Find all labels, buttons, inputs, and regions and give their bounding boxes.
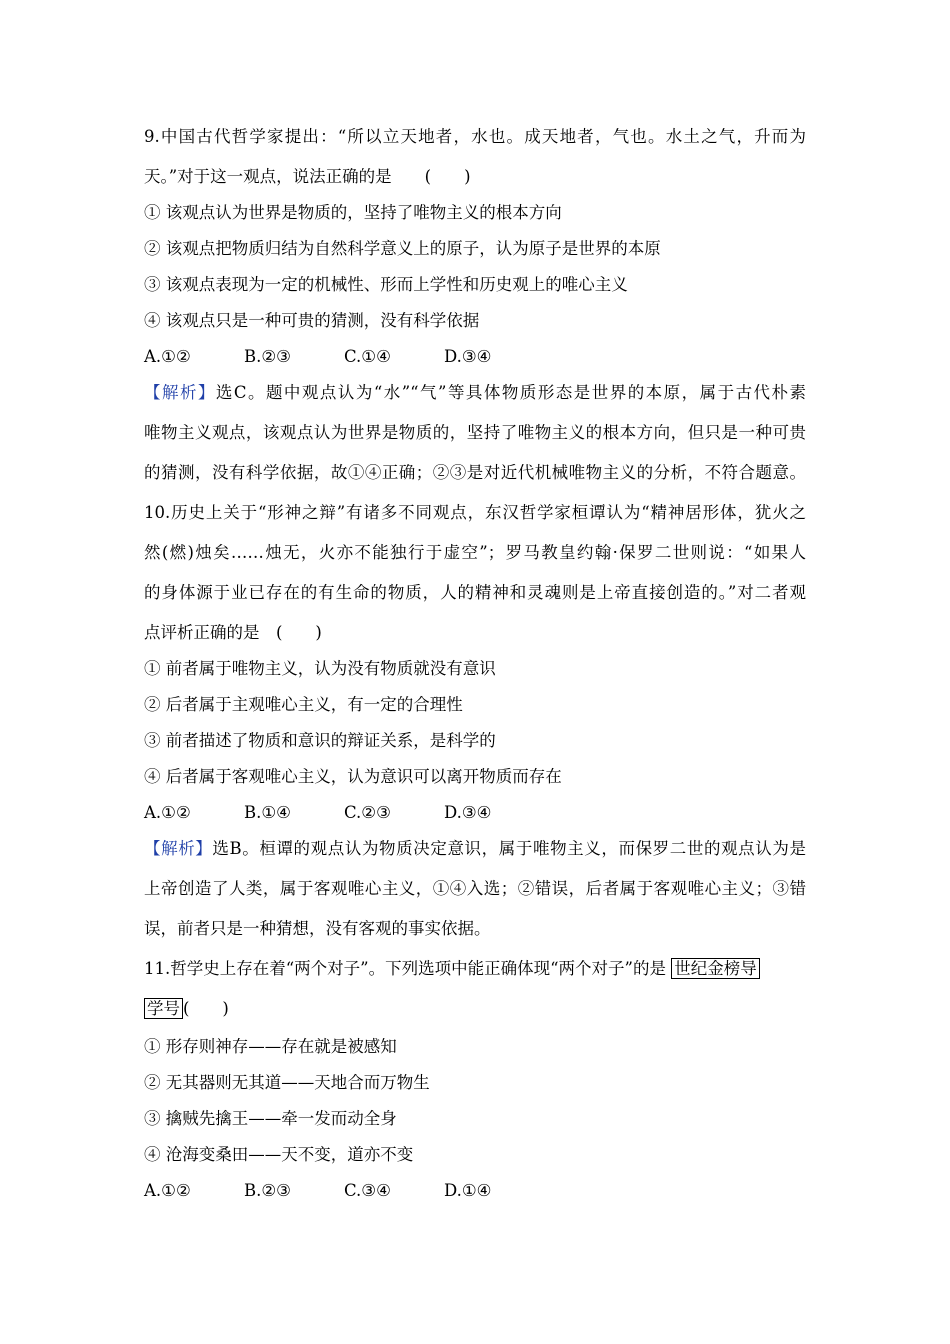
q11-source-box-2: 学号 <box>144 998 183 1019</box>
q11-options <box>144 1180 544 1202</box>
q11-item-4: ④ 沧海变桑田——天不变，道亦不变 <box>144 1145 414 1164</box>
q9-option-b: B.②③ <box>244 347 291 366</box>
q10-item-1: ① 前者属于唯物主义，认为没有物质就没有意识 <box>144 659 496 678</box>
q11-item-3: ③ 擒贼先擒王——牵一发而动全身 <box>144 1109 397 1128</box>
analysis-tag: 【解析】 <box>144 839 213 858</box>
q10-option-b: B.①④ <box>244 803 291 822</box>
q9-item-4: ④ 该观点只是一种可贵的猜测，没有科学依据 <box>144 311 480 330</box>
q10-stem-line-3: 的身体源于业已存在的有生命的物质，人的精神和灵魂则是上帝直接创造的。”对二者观 <box>144 583 806 602</box>
q9-option-d: D.③④ <box>444 347 492 366</box>
q11-item-1: ① 形存则神存——存在就是被感知 <box>144 1037 397 1056</box>
q9-stem-line-2: 天。”对于这一观点，说法正确的是 ( ) <box>144 167 471 186</box>
q10-option-d: D.③④ <box>444 803 492 822</box>
q10-item-2: ② 后者属于主观唯心主义，有一定的合理性 <box>144 695 463 714</box>
q10-stem-line-1: 10.历史上关于“形神之辩”有诸多不同观点，东汉哲学家桓谭认为“精神居形体，犹火之 <box>144 503 806 522</box>
q10-options <box>144 802 544 824</box>
q11-stem-line-1 <box>144 958 760 980</box>
q9-item-1: ① 该观点认为世界是物质的，坚持了唯物主义的根本方向 <box>144 203 562 222</box>
q11-stem-text: 11.哲学史上存在着“两个对子”。下列选项中能正确体现“两个对子”的是 <box>144 959 666 978</box>
q9-options <box>144 346 544 368</box>
q10-analysis-line-1 <box>144 838 806 860</box>
q9-analysis-line-1 <box>144 382 806 404</box>
q11-option-c: C.③④ <box>344 1181 391 1200</box>
q9-analysis-text-1: 选C。题中观点认为“水”“气”等具体物质形态是世界的本原，属于古代朴素 <box>215 383 806 402</box>
q11-stem-line-2 <box>144 998 229 1020</box>
q9-item-2: ② 该观点把物质归结为自然科学意义上的原子，认为原子是世界的本原 <box>144 239 661 258</box>
q11-option-d: D.①④ <box>444 1181 492 1200</box>
q9-option-c: C.①④ <box>344 347 391 366</box>
q11-source-box: 世纪金榜导 <box>671 958 760 979</box>
q9-item-3: ③ 该观点表现为一定的机械性、形而上学性和历史观上的唯心主义 <box>144 275 628 294</box>
q9-analysis-line-2: 唯物主义观点，该观点认为世界是物质的，坚持了唯物主义的根本方向，但只是一种可贵 <box>144 423 806 442</box>
q10-stem-line-2: 然(燃)烛矣……烛无，火亦不能独行于虚空”；罗马教皇约翰·保罗二世则说：“如果人 <box>144 543 806 562</box>
q11-option-b: B.②③ <box>244 1181 291 1200</box>
q11-option-a: A.①② <box>144 1181 191 1200</box>
q9-stem-line-1: 9.中国古代哲学家提出：“所以立天地者，水也。成天地者，气也。水土之气，升而为 <box>144 127 806 146</box>
q10-option-a: A.①② <box>144 803 191 822</box>
analysis-tag: 【解析】 <box>144 383 216 402</box>
q10-item-4: ④ 后者属于客观唯心主义，认为意识可以离开物质而存在 <box>144 767 562 786</box>
q9-option-a: A.①② <box>144 347 191 366</box>
q9-analysis-line-3: 的猜测，没有科学依据，故①④正确；②③是对近代机械唯物主义的分析，不符合题意。 <box>144 463 806 482</box>
q10-item-3: ③ 前者描述了物质和意识的辩证关系，是科学的 <box>144 731 496 750</box>
q10-analysis-text-1: 选B。桓谭的观点认为物质决定意识，属于唯物主义，而保罗二世的观点认为是 <box>212 839 806 858</box>
q10-analysis-line-2: 上帝创造了人类，属于客观唯心主义，①④入选；②错误，后者属于客观唯心主义；③错 <box>144 879 806 898</box>
q11-item-2: ② 无其器则无其道——天地合而万物生 <box>144 1073 430 1092</box>
q10-option-c: C.②③ <box>344 803 391 822</box>
q11-bracket: ( ) <box>183 999 229 1018</box>
q10-analysis-line-3: 误，前者只是一种猜想，没有客观的事实依据。 <box>144 919 491 938</box>
q10-stem-line-4: 点评析正确的是 ( ) <box>144 623 322 642</box>
